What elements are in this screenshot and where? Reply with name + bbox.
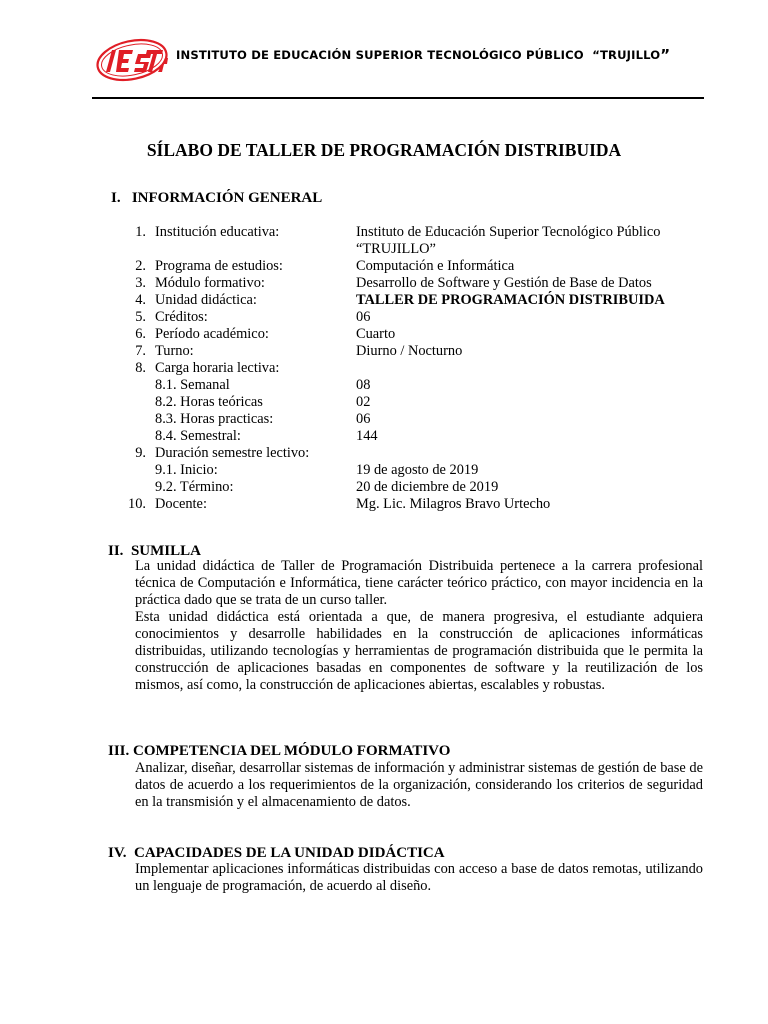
info-value-continuation: “TRUJILLO” — [356, 241, 436, 257]
page-title: SÍLABO DE TALLER DE PROGRAMACIÓN DISTRIBUIDA — [146, 140, 622, 160]
section-heading-general — [111, 190, 322, 207]
institute-logo — [94, 36, 170, 84]
section-title: COMPETENCIA DEL MÓDULO FORMATIVO — [133, 743, 451, 759]
info-number: 4. — [135, 292, 146, 308]
section-number: II. — [108, 543, 124, 559]
info-number: 8. — [135, 360, 146, 376]
capacidades-text — [135, 861, 703, 895]
info-value: 08 — [356, 377, 371, 393]
info-value: TALLER DE PROGRAMACIÓN DISTRIBUIDA — [356, 292, 665, 308]
info-value: 19 de agosto de 2019 — [356, 462, 479, 478]
info-label: 8.4. Semestral: — [155, 428, 241, 444]
section-title: INFORMACIÓN GENERAL — [131, 190, 323, 206]
section-number: IV. — [108, 845, 127, 861]
info-value: Mg. Lic. Milagros Bravo Urtecho — [356, 496, 551, 512]
info-label: Unidad didáctica: — [155, 292, 257, 308]
info-label: Duración semestre lectivo: — [155, 445, 310, 461]
info-number: 7. — [135, 343, 146, 359]
info-value: 20 de diciembre de 2019 — [356, 479, 499, 495]
section-title: SUMILLA — [130, 543, 201, 559]
sumilla-paragraph-2: Esta unidad didáctica está orientada a que, de manera progresiva, el estudiante adquiera conocimientos y desarrolle habilidades en la construcción de aplicaciones informáticas distribuidas, utilizando tecnologías y herramientas de programación distribuida que le permita la construcción de aplicaciones basadas en componentes de software y la reutilización de los mismos, así como, la construcción de aplicaciones abiertas, escalables y robustas. — [135, 609, 703, 693]
info-label: Período académico: — [155, 326, 269, 342]
sumilla-paragraph-1: La unidad didáctica de Taller de Programación Distribuida pertenece a la carrera profesional técnica de Computación e Informática, tiene carácter teórico práctico, con mayor incidencia en la práctica dado que se trata de un curso taller. — [135, 558, 703, 608]
info-label: 8.3. Horas practicas: — [155, 411, 274, 427]
info-label: Institución educativa: — [155, 224, 280, 240]
info-number: 10. — [128, 496, 146, 512]
info-value: 06 — [356, 411, 371, 427]
competencia-text — [135, 760, 703, 811]
closing-quote: ” — [660, 46, 671, 64]
info-number: 2. — [135, 258, 146, 274]
info-label: 8.1. Semanal — [155, 377, 230, 393]
institution-city: “TRUJILLO — [592, 48, 661, 62]
info-number: 9. — [135, 445, 146, 461]
section-heading-competencia — [108, 743, 450, 760]
section-number: I. — [111, 190, 121, 206]
info-label: 8.2. Horas teóricas — [155, 394, 263, 410]
info-value: Computación e Informática — [356, 258, 515, 274]
info-number: 5. — [135, 309, 146, 325]
competencia-paragraph: Analizar, diseñar, desarrollar sistemas de información y administrar sistemas de gestión de base de datos de acuerdo a los requerimientos de la organización, considerando los criterios de seguridad en la transmisión y el almacenamiento de datos. — [135, 760, 703, 810]
header-divider — [92, 97, 704, 99]
info-label: Carga horaria lectiva: — [155, 360, 280, 376]
info-value: Instituto de Educación Superior Tecnológico Público — [356, 224, 661, 240]
info-label: Programa de estudios: — [155, 258, 283, 274]
info-label: Turno: — [155, 343, 194, 359]
info-label: Docente: — [155, 496, 207, 512]
info-label: Créditos: — [155, 309, 208, 325]
section-title: CAPACIDADES DE LA UNIDAD DIDÁCTICA — [134, 845, 445, 861]
section-heading-capacidades — [108, 845, 445, 862]
info-value: 06 — [356, 309, 371, 325]
info-label: 9.1. Inicio: — [155, 462, 218, 478]
info-value: Cuarto — [356, 326, 396, 342]
sumilla-text — [135, 558, 703, 694]
info-number: 3. — [135, 275, 146, 291]
institution-header — [176, 46, 670, 64]
info-number: 1. — [135, 224, 146, 240]
info-value: 02 — [356, 394, 371, 410]
section-number: III. — [108, 743, 130, 759]
capacidades-paragraph: Implementar aplicaciones informáticas distribuidas con acceso a base de datos remotas, utilizando un lenguaje de programación, de acuerdo al diseño. — [135, 861, 703, 894]
info-value: Diurno / Nocturno — [356, 343, 463, 359]
info-number: 6. — [135, 326, 146, 342]
institution-name: INSTITUTO DE EDUCACIÓN SUPERIOR TECNOLÓGICO PÚBLICO — [176, 48, 584, 62]
info-label: 9.2. Término: — [155, 479, 234, 495]
info-value: Desarrollo de Software y Gestión de Base de Datos — [356, 275, 652, 291]
info-label: Módulo formativo: — [155, 275, 265, 291]
info-value: 144 — [356, 428, 378, 444]
